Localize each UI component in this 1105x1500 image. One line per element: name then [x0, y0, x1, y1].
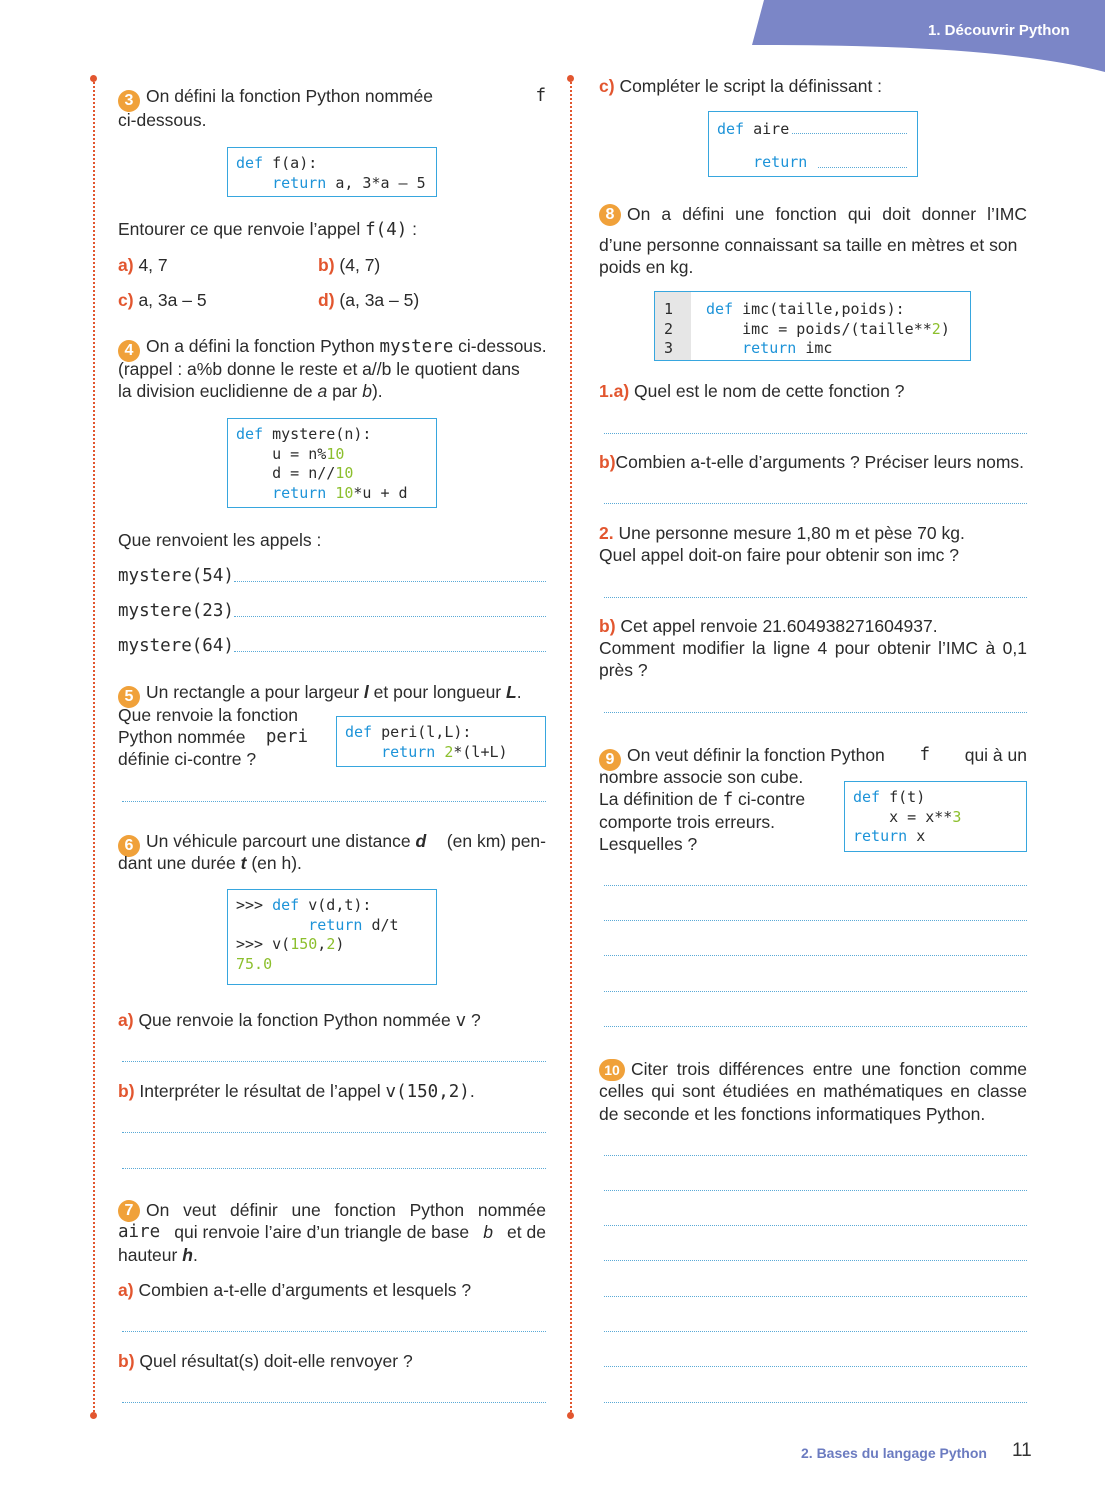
ex9-answer-line-5[interactable] — [604, 1026, 1027, 1027]
ex8-answer-line-2b[interactable] — [604, 712, 1027, 713]
chapter-title: 1. Découvrir Python — [928, 22, 1070, 39]
ex5-line-3: Python nommée peri — [118, 727, 308, 747]
ex8-question-2-line2: Quel appel doit-on faire pour obtenir son imc ? — [599, 545, 959, 565]
ex3-number: 3 — [118, 90, 140, 112]
ex10-statement: 10 Citer trois différences entre une fonction comme — [599, 1059, 1027, 1081]
ex7-answer-line-a[interactable] — [122, 1331, 546, 1332]
ex7-statement-3: hauteur h. — [118, 1245, 198, 1265]
ex7-question-b: b) Quel résultat(s) doit-elle renvoyer ? — [118, 1351, 413, 1371]
ex7-code-fill-1[interactable] — [792, 133, 907, 134]
left-margin-line — [93, 82, 95, 1412]
ex10-answer-line-4[interactable] — [604, 1260, 1027, 1261]
ex6-code-box: >>> def v(d,t): return d/t >>> v(150,2) 75.0 — [227, 889, 437, 985]
ex6-answer-line-b1[interactable] — [122, 1132, 546, 1133]
page-number: 11 — [1012, 1440, 1032, 1461]
ex3-code-box: def f(a): return a, 3*a – 5 — [227, 147, 437, 197]
ex4-question: Que renvoient les appels : — [118, 530, 322, 550]
margin-dot-top-mid — [567, 75, 574, 82]
ex3-choice-b[interactable]: b) (4, 7) — [318, 255, 381, 275]
ex10-answer-line-7[interactable] — [604, 1366, 1027, 1367]
ex8-question-2b: b) Cet appel renvoie 21.604938271604937. — [599, 616, 938, 636]
margin-dot-top-left — [90, 75, 97, 82]
ex6-statement-end: dant une durée t (en h). — [118, 853, 302, 873]
ex5-line-2: Que renvoie la fonction — [118, 705, 298, 725]
ex4-call-2: mystere(23) — [118, 601, 234, 621]
ex10-answer-line-2[interactable] — [604, 1190, 1027, 1191]
ex9-line-3: La définition de f ci-contre — [599, 789, 806, 810]
ex9-answer-line-2[interactable] — [604, 920, 1027, 921]
ex10-answer-line-8[interactable] — [604, 1402, 1027, 1403]
ex4-answer-line-3[interactable] — [234, 651, 546, 652]
ex7-statement-2: aire qui renvoie l’aire d’un triangle de base b et de — [118, 1222, 546, 1242]
ex3-statement-end: ci-dessous. — [118, 110, 207, 130]
ex7-question-c: c) Compléter le script la définissant : — [599, 76, 883, 96]
ex4-code-box: def mystere(n): u = n%10 d = n//10 return 10*u + d — [227, 418, 437, 508]
ex10-number: 10 — [599, 1059, 625, 1081]
ex3-choice-c[interactable]: c) a, 3a – 5 — [118, 290, 207, 310]
ex8-question-1a: 1.a) Quel est le nom de cette fonction ? — [599, 381, 905, 401]
ex9-line-4: comporte trois erreurs. — [599, 812, 776, 832]
ex6-question-a: a) Que renvoie la fonction Python nommée v ? — [118, 1010, 481, 1031]
ex8-answer-line-2[interactable] — [604, 597, 1027, 598]
ex3-choice-a[interactable]: a) 4, 7 — [118, 255, 168, 275]
ex8-answer-line-1a[interactable] — [604, 433, 1027, 434]
ex4-number: 4 — [118, 340, 140, 362]
ex8-number: 8 — [599, 204, 621, 226]
ex9-number: 9 — [599, 749, 621, 771]
ex9-statement: 9 On veut définir la fonction Python f qui à un — [599, 745, 1027, 771]
ex6-answer-line-b2[interactable] — [122, 1168, 546, 1169]
ex8-code-box: 1 2 3 def imc(taille,poids): imc = poids/(taille**2) return imc — [654, 291, 971, 361]
ex7-code-box: def aire return — [708, 111, 918, 177]
ex7-statement: 7 On veut définir une fonction Python nommée — [118, 1200, 546, 1222]
ex6-statement: 6 Un véhicule parcourt une distance d (en km) pen- — [118, 831, 546, 857]
ex5-answer-line[interactable] — [122, 801, 546, 802]
ex8-question-2b-line3: près ? — [599, 660, 648, 680]
ex6-question-b: b) Interpréter le résultat de l’appel v(150,2). — [118, 1081, 475, 1102]
ex4-call-1: mystere(54) — [118, 566, 234, 586]
ex10-answer-line-1[interactable] — [604, 1155, 1027, 1156]
ex4-call-3: mystere(64) — [118, 636, 234, 656]
ex3-fname: f — [535, 86, 546, 106]
footer-section: 2. Bases du langage Python — [801, 1445, 987, 1461]
ex10-answer-line-3[interactable] — [604, 1225, 1027, 1226]
ex8-statement-3: poids en kg. — [599, 257, 694, 277]
ex9-answer-line-1[interactable] — [604, 885, 1027, 886]
ex9-line-5: Lesquelles ? — [599, 834, 698, 854]
ex3-question: Entourer ce que renvoie l’appel f(4) : — [118, 219, 418, 240]
ex4-answer-line-1[interactable] — [234, 581, 546, 582]
ex9-answer-line-3[interactable] — [604, 955, 1027, 956]
ex8-question-1b: b)Combien a-t-elle d’arguments ? Préciser leurs noms. — [599, 452, 1025, 472]
ex8-question-2: 2. Une personne mesure 1,80 m et pèse 70 kg. — [599, 523, 965, 543]
ex4-reminder: (rappel : a%b donne le reste et a//b le quotient dans — [118, 359, 520, 379]
ex5-number: 5 — [118, 686, 140, 708]
ex9-code-box: def f(t) x = x**3 return x — [844, 781, 1027, 852]
ex8-question-2b-line2: Comment modifier la ligne 4 pour obtenir l’IMC à 0,1 — [599, 638, 1027, 658]
middle-column-line — [570, 82, 572, 1412]
ex10-line-2: celles qui sont étudiées en mathématiques en classe — [599, 1081, 1027, 1101]
ex6-number: 6 — [118, 835, 140, 857]
ex7-number: 7 — [118, 1200, 140, 1222]
ex4-answer-line-2[interactable] — [234, 616, 546, 617]
ex5-code-box: def peri(l,L): return 2*(l+L) — [336, 716, 546, 767]
ex10-line-3: de seconde et les fonctions informatiques Python. — [599, 1104, 986, 1124]
ex5-statement: 5 Un rectangle a pour largeur l et pour longueur L. — [118, 682, 522, 708]
ex7-code-fill-2[interactable] — [818, 167, 907, 168]
ex9-line-2: nombre associe son cube. — [599, 767, 804, 787]
ex10-answer-line-6[interactable] — [604, 1331, 1027, 1332]
margin-dot-bottom-left — [90, 1412, 97, 1419]
ex8-answer-line-1b[interactable] — [604, 503, 1027, 504]
ex6-answer-line-a[interactable] — [122, 1061, 546, 1062]
ex5-line-4: définie ci-contre ? — [118, 749, 257, 769]
ex4-reminder-end: la division euclidienne de a par b). — [118, 381, 383, 401]
ex9-answer-line-4[interactable] — [604, 991, 1027, 992]
ex10-answer-line-5[interactable] — [604, 1296, 1027, 1297]
ex4-statement: 4 On a défini la fonction Python mystere ci-dessous. — [118, 336, 547, 362]
ex3-statement: 3 On défini la fonction Python nommée f — [118, 86, 546, 112]
ex8-statement-2: d’une personne connaissant sa taille en mètres et son — [599, 235, 1018, 255]
ex8-statement: 8 On a défini une fonction qui doit donner l’IMC — [599, 204, 1027, 226]
ex7-answer-line-b[interactable] — [122, 1402, 546, 1403]
ex7-question-a: a) Combien a-t-elle d’arguments et lesquels ? — [118, 1280, 472, 1300]
ex3-choice-d[interactable]: d) (a, 3a – 5) — [318, 290, 420, 310]
margin-dot-bottom-mid — [567, 1412, 574, 1419]
